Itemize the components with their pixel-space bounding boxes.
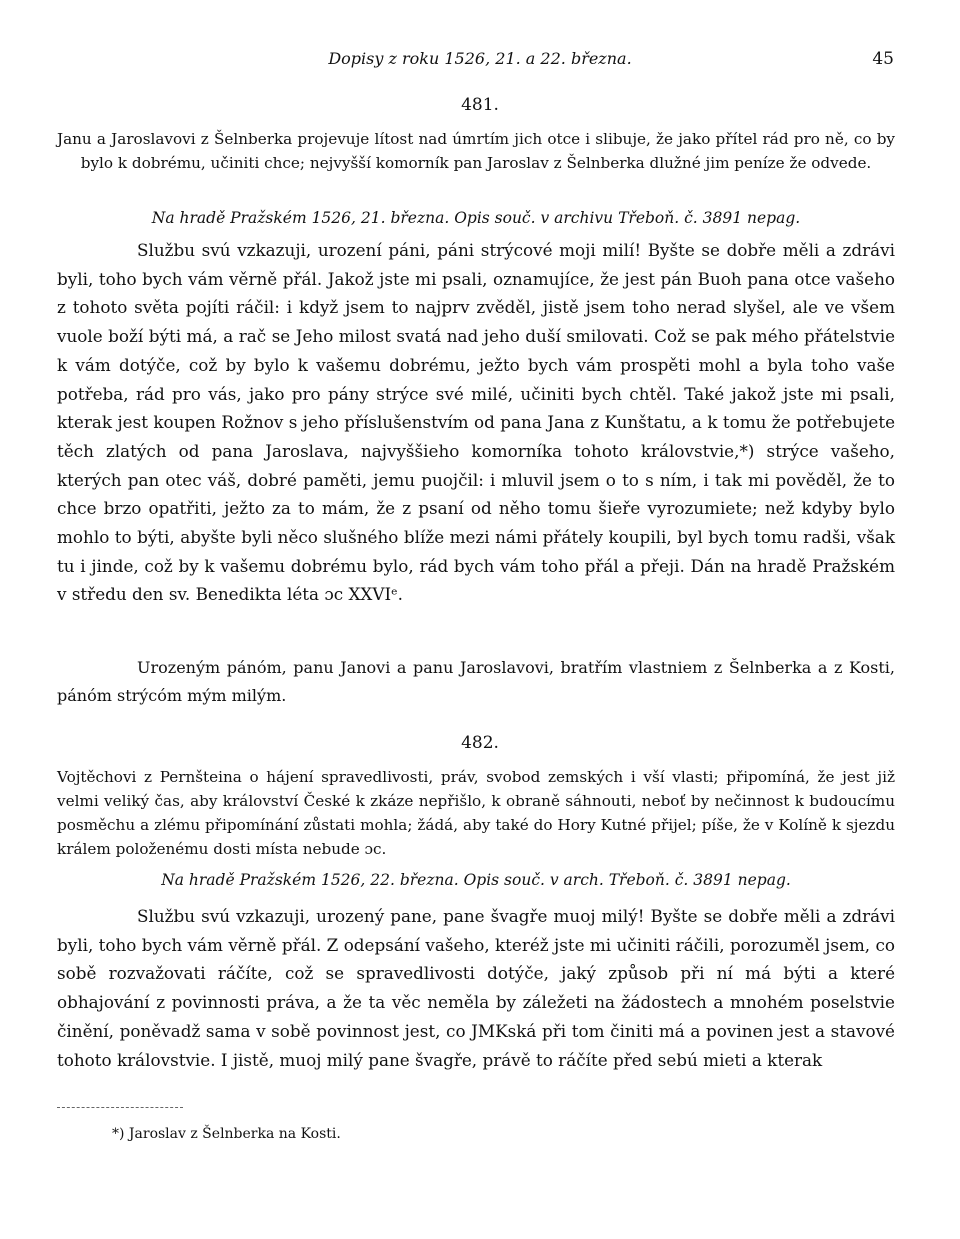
document-number-481: 481. [461, 95, 499, 115]
letter-text: Službu svú vzkazuji, urozený pane, pane švagře muoj milý! Byšte se dobře měli a zdrávi byli, toho bych vám věrně přál. Z odepsání vašeho, kteréž jste mi učiniti ráčili, porozuměl jsem, co sobě rozvažovati ráčíte, což se spravedlivosti dotýče, jaký způsob při ní má býti a které obhajování z povinnosti práva, a že ta věc neměla by záležeti na žádostech a mnohém poselstvie činění, poněvadž sama v sobě povinnost jest, co JMKská při tom činiti má a povinen jest a stavové tohoto královstvie. I jistě, muoj milý pane švagře, právě to ráčíte před sebú mieti a kterak [57, 906, 895, 1070]
regest-text: Janu a Jaroslavovi z Šelnberka projevuje lítost nad úmrtím jich otce i slibuje, že jako přítel rád pro ně, co by bylo k dobrému, učiniti chce; nejvyšší komorník pan Jaroslav z Šelnberka dlužné jim peníze že odvede. [57, 130, 895, 172]
page-number: 45 [872, 49, 894, 69]
address-text: Urozeným pánóm, panu Janovi a panu Jaroslavovi, bratřím vlastniem z Šelnberka a z Kosti, pánóm strýcóm mým milým. [57, 658, 895, 705]
letter-text: Službu svú vzkazuji, urození páni, páni strýcové moji milí! Byšte se dobře měli a zdrávi byli, toho bych vám věrně přál. Jakož jste mi psali, oznamujíce, že jest pán Buoh pana otce vašeho z tohoto světa pojíti ráčil: i když jsem to najprv zvěděl, jistě jsem toho nerad slyšel, ale ve všem vuole boží býti má, a rač se Jeho milost svatá nad jeho duší smilovati. Což se pak mého přátelstvie k vám dotýče, což by bylo k vašemu dobrému, ježto bych vám prospěti mohl a byla toho vaše potřeba, rád pro vás, jako pro pány strýce své milé, učiniti bych chtěl. Také jakož jste mi psali, kterak jest koupen Rožnov s jeho příslušenstvím od pana Jana z Kunštatu, a k tomu že potřebujete těch zlatých od pana Jaroslava, najvyššieho komorníka tohoto královstvie,*) strýce vašeho, kterých pan otec váš, dobré paměti, jemu puojčil: i mluvil jsem o to s ním, i tak mi pověděl, že to chce brzo opatřiti, ježto za to mám, že z psaní od něho tomu šieře vyrozumiete; než kdyby bylo mohlo to býti, abyšte byli něco slušného blíže mezi námi přátely koupili, byl bych tomu radši, však tu i jinde, což by k vašemu dobrému bylo, rád bych vám toho přál a přeji. Dán na hradě Pražském v středu den sv. Benedikta léta ɔc XXVIᵉ. [57, 240, 895, 605]
source-note-481: Na hradě Pražském 1526, 21. března. Opis souč. v archivu Třeboň. č. 3891 nepag. [151, 209, 801, 227]
running-title: Dopisy z roku 1526, 21. a 22. března. [328, 49, 632, 68]
document-number-482: 482. [461, 733, 499, 753]
letter-body-481 [57, 236, 895, 609]
footnote: *) Jaroslav z Šelnberka na Kosti. [112, 1126, 341, 1142]
letter-body-482 [57, 902, 895, 1074]
regest-text: Vojtěchovi z Pernšteina o hájení spravedlivosti, práv, svobod zemských i vší vlasti; připomíná, že jest již velmi veliký čas, aby království České k zkáze nepřišlo, k obraně sáhnouti, neboť by nečinnost k budoucímu posměchu a zlému připomínání zůstati mohla; žádá, aby také do Hory Kutné přijel; píše, že v Kolíně k sjezdu králem položenému dosti místa nebude ɔc. [57, 768, 895, 858]
regest-481 [57, 127, 895, 175]
address-481 [57, 654, 895, 710]
regest-482 [57, 765, 895, 861]
footnote-rule [57, 1107, 183, 1108]
running-head [0, 47, 960, 71]
source-note-482: Na hradě Pražském 1526, 22. března. Opis souč. v arch. Třeboň. č. 3891 nepag. [161, 871, 791, 889]
